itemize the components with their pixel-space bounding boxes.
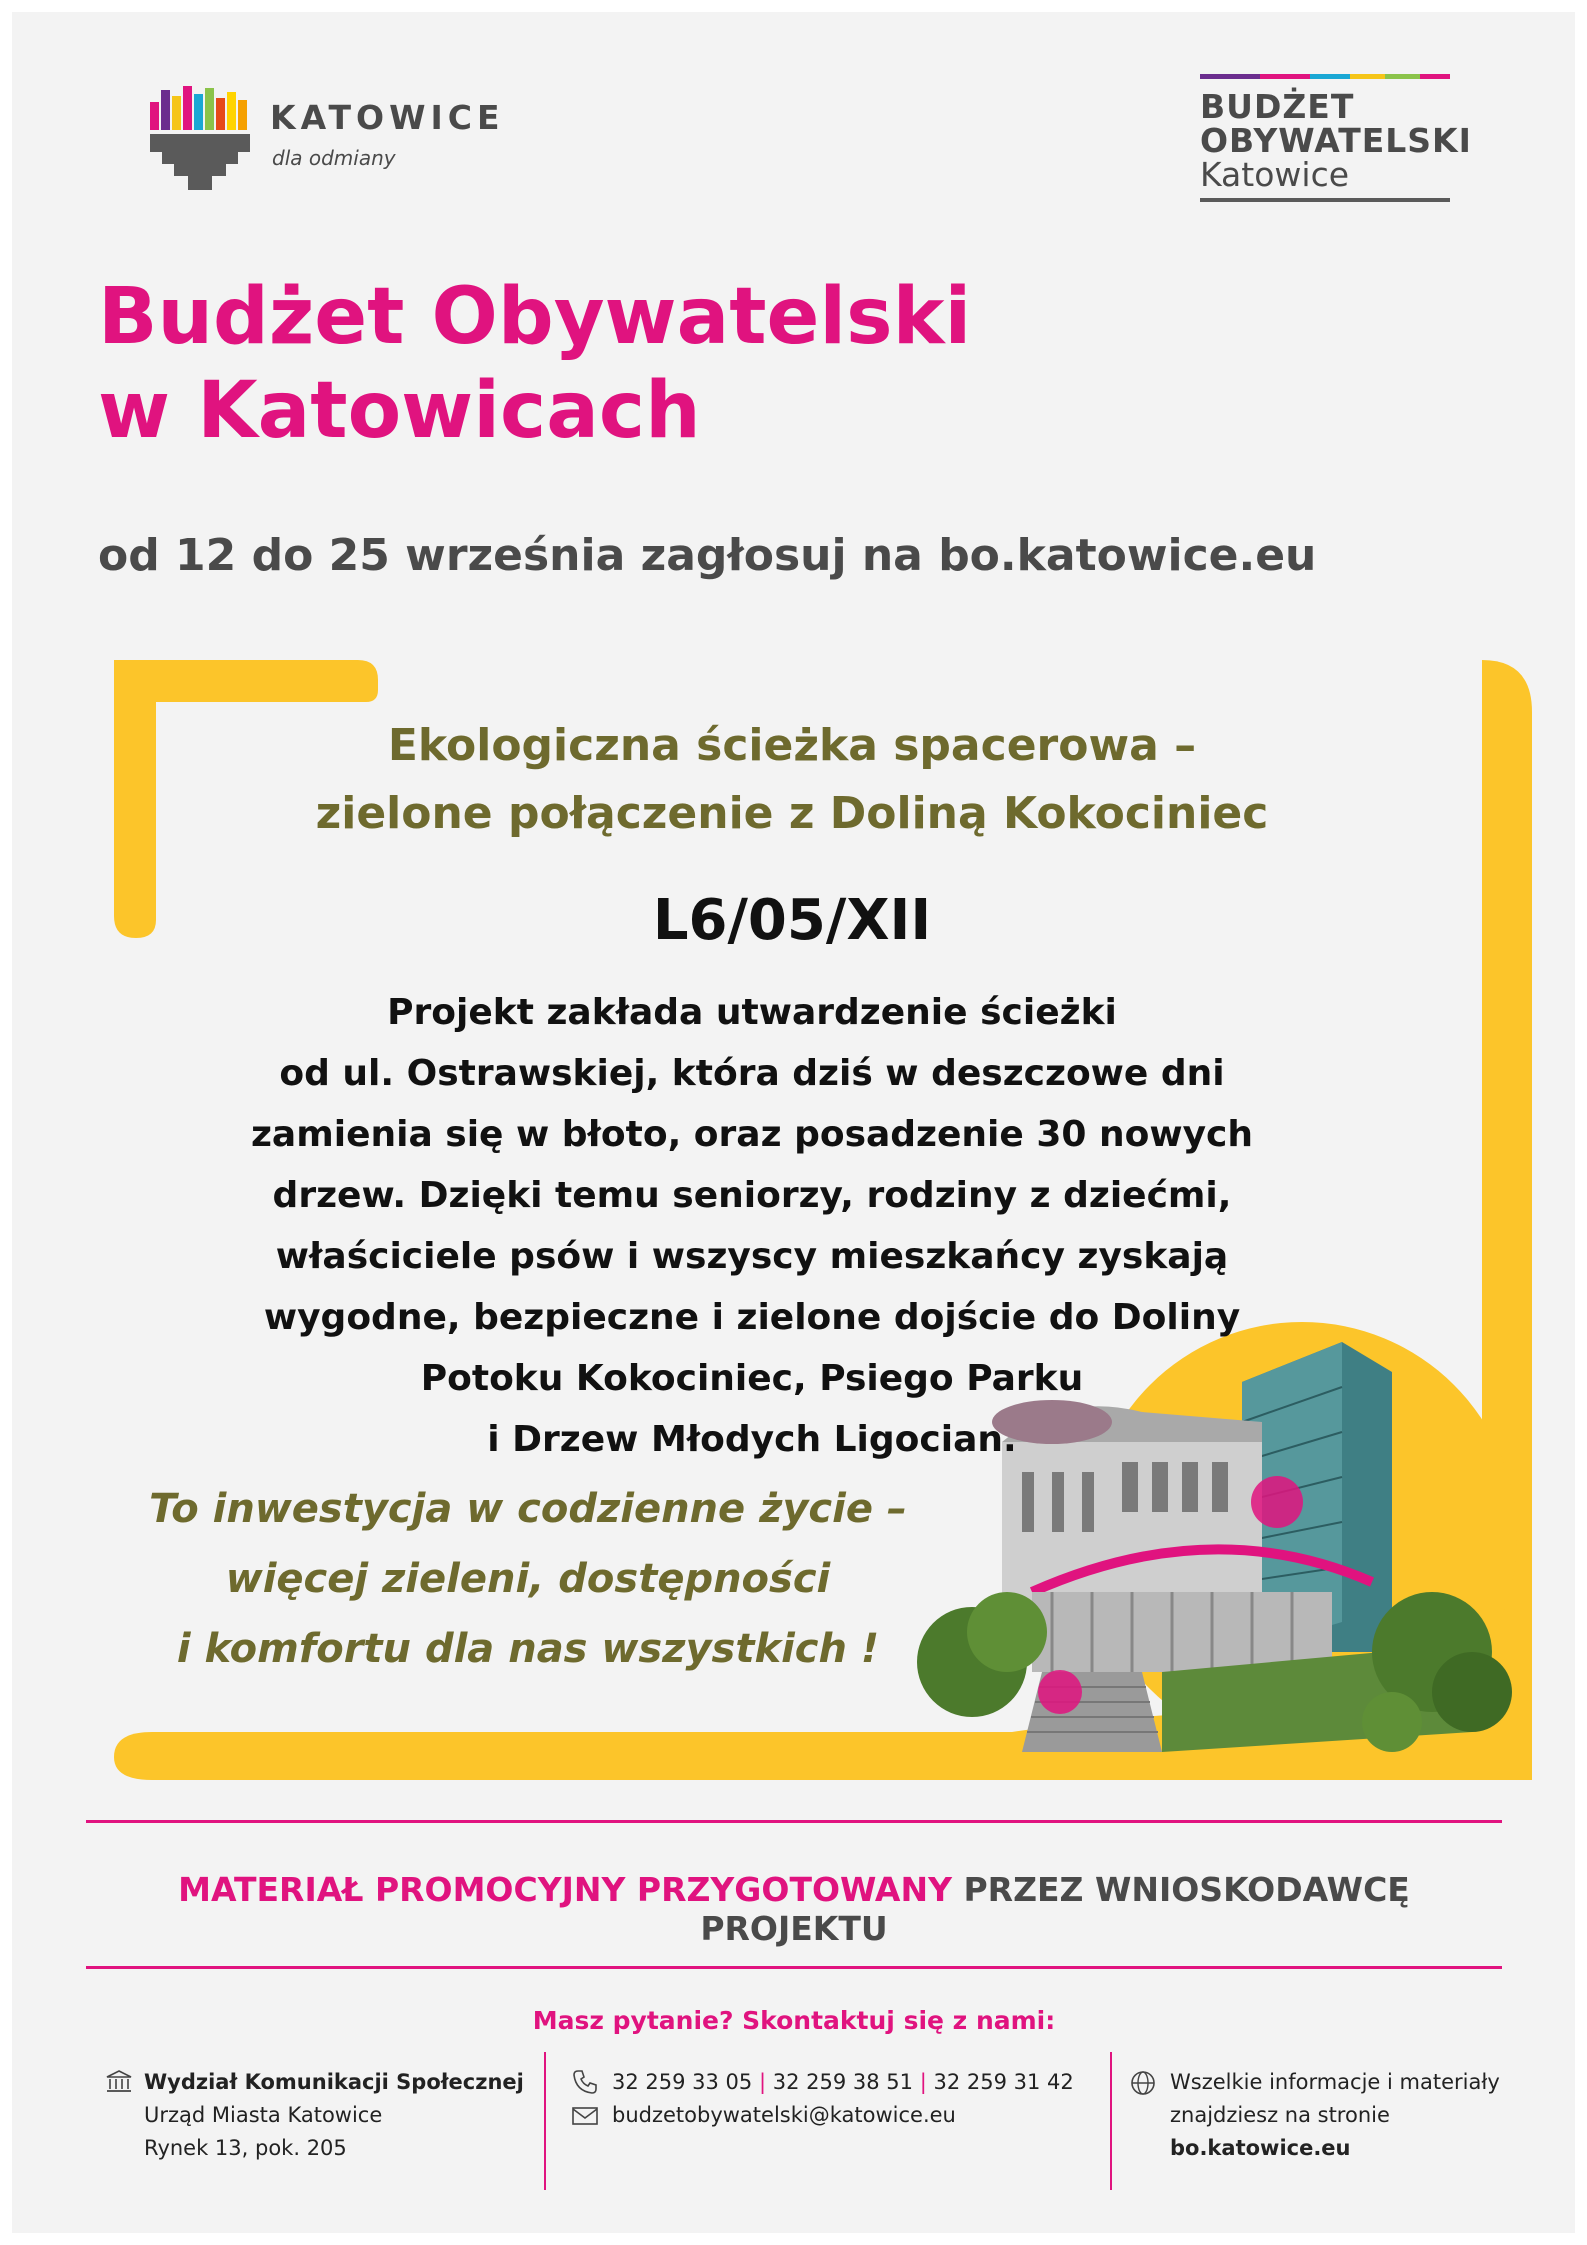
column-separator (544, 2052, 546, 2190)
project-quote (118, 1474, 938, 1684)
project-title-line2: zielone połączenie z Doliną Kokociniec (315, 788, 1269, 839)
phone-numbers (612, 2066, 1074, 2099)
office-name: Wydział Komunikacji Społecznej (144, 2070, 524, 2094)
office-line3: Rynek 13, pok. 205 (144, 2136, 347, 2160)
web-info-line2: znajdziesz na stronie (1170, 2103, 1390, 2127)
column-separator (1110, 2052, 1112, 2190)
mail-icon (572, 2106, 598, 2126)
page-title-line2: w Katowicach (98, 366, 701, 456)
divider-top (86, 1820, 1502, 1823)
bo-logo-line3: Katowice (1200, 155, 1350, 194)
project-description (162, 982, 1342, 1470)
phone-number-2[interactable]: 32 259 38 51 (772, 2070, 914, 2094)
building-icon (106, 2070, 132, 2094)
promo-notice-part2: PRZEZ WNIOSKODAWCĘ PROJEKTU (700, 1870, 1410, 1948)
phone-number-3[interactable]: 32 259 31 42 (933, 2070, 1074, 2094)
project-quote-line: To inwestycja w codzienne życie – (149, 1486, 907, 1532)
phone-separator: | (919, 2070, 927, 2094)
project-title (152, 712, 1432, 848)
page-title-line1: Budżet Obywatelski (98, 272, 972, 362)
web-link[interactable]: bo.katowice.eu (1170, 2136, 1351, 2160)
project-description-line: właściciele psów i wszyscy mieszkańcy zyskają (275, 1236, 1229, 1277)
project-description-line: zamienia się w błoto, oraz posadzenie 30 nowych (250, 1114, 1254, 1155)
katowice-logo-tagline: dla odmiany (272, 146, 396, 170)
email-link[interactable]: budzetobywatelski@katowice.eu (612, 2103, 956, 2127)
project-description-line: od ul. Ostrawskiej, która dziś w deszczowe dni (279, 1053, 1225, 1094)
project-description-line: wygodne, bezpieczne i zielone dojście do Doliny (263, 1297, 1241, 1338)
project-quote-line: więcej zieleni, dostępności (225, 1556, 831, 1602)
voting-dates: od 12 do 25 września zagłosuj na bo.katowice.eu (98, 530, 1317, 581)
bo-logo-line1: BUDŻET (1200, 87, 1355, 126)
promo-notice (86, 1870, 1502, 1948)
project-description-line: i Drzew Młodych Ligocian. (487, 1419, 1017, 1460)
globe-icon (1130, 2070, 1156, 2096)
web-info-line1: Wszelkie informacje i materiały (1170, 2070, 1500, 2094)
project-title-line1: Ekologiczna ścieżka spacerowa – (387, 720, 1197, 771)
poster (12, 12, 1575, 2233)
project-description-line: drzew. Dzięki temu seniorzy, rodziny z dziećmi, (272, 1175, 1232, 1216)
promo-notice-part1: MATERIAŁ PROMOCYJNY PRZYGOTOWANY (178, 1870, 952, 1909)
contact-heading: Masz pytanie? Skontaktuj się z nami: (532, 2006, 1056, 2035)
project-code: L6/05/XII (652, 888, 932, 953)
phone-separator: | (758, 2070, 767, 2094)
phone-icon (572, 2069, 598, 2095)
bo-logo-line2: OBYWATELSKI (1200, 121, 1472, 160)
phone-number-1[interactable]: 32 259 33 05 (612, 2070, 753, 2094)
office-line2: Urząd Miasta Katowice (144, 2103, 383, 2127)
project-description-line: Projekt zakłada utwardzenie ścieżki (387, 992, 1117, 1033)
project-quote-line: i komfortu dla nas wszystkich ! (176, 1626, 880, 1672)
project-description-line: Potoku Kokociniec, Psiego Parku (420, 1358, 1084, 1399)
divider-bottom (86, 1966, 1502, 1969)
katowice-logo-name: KATOWICE (270, 98, 505, 137)
